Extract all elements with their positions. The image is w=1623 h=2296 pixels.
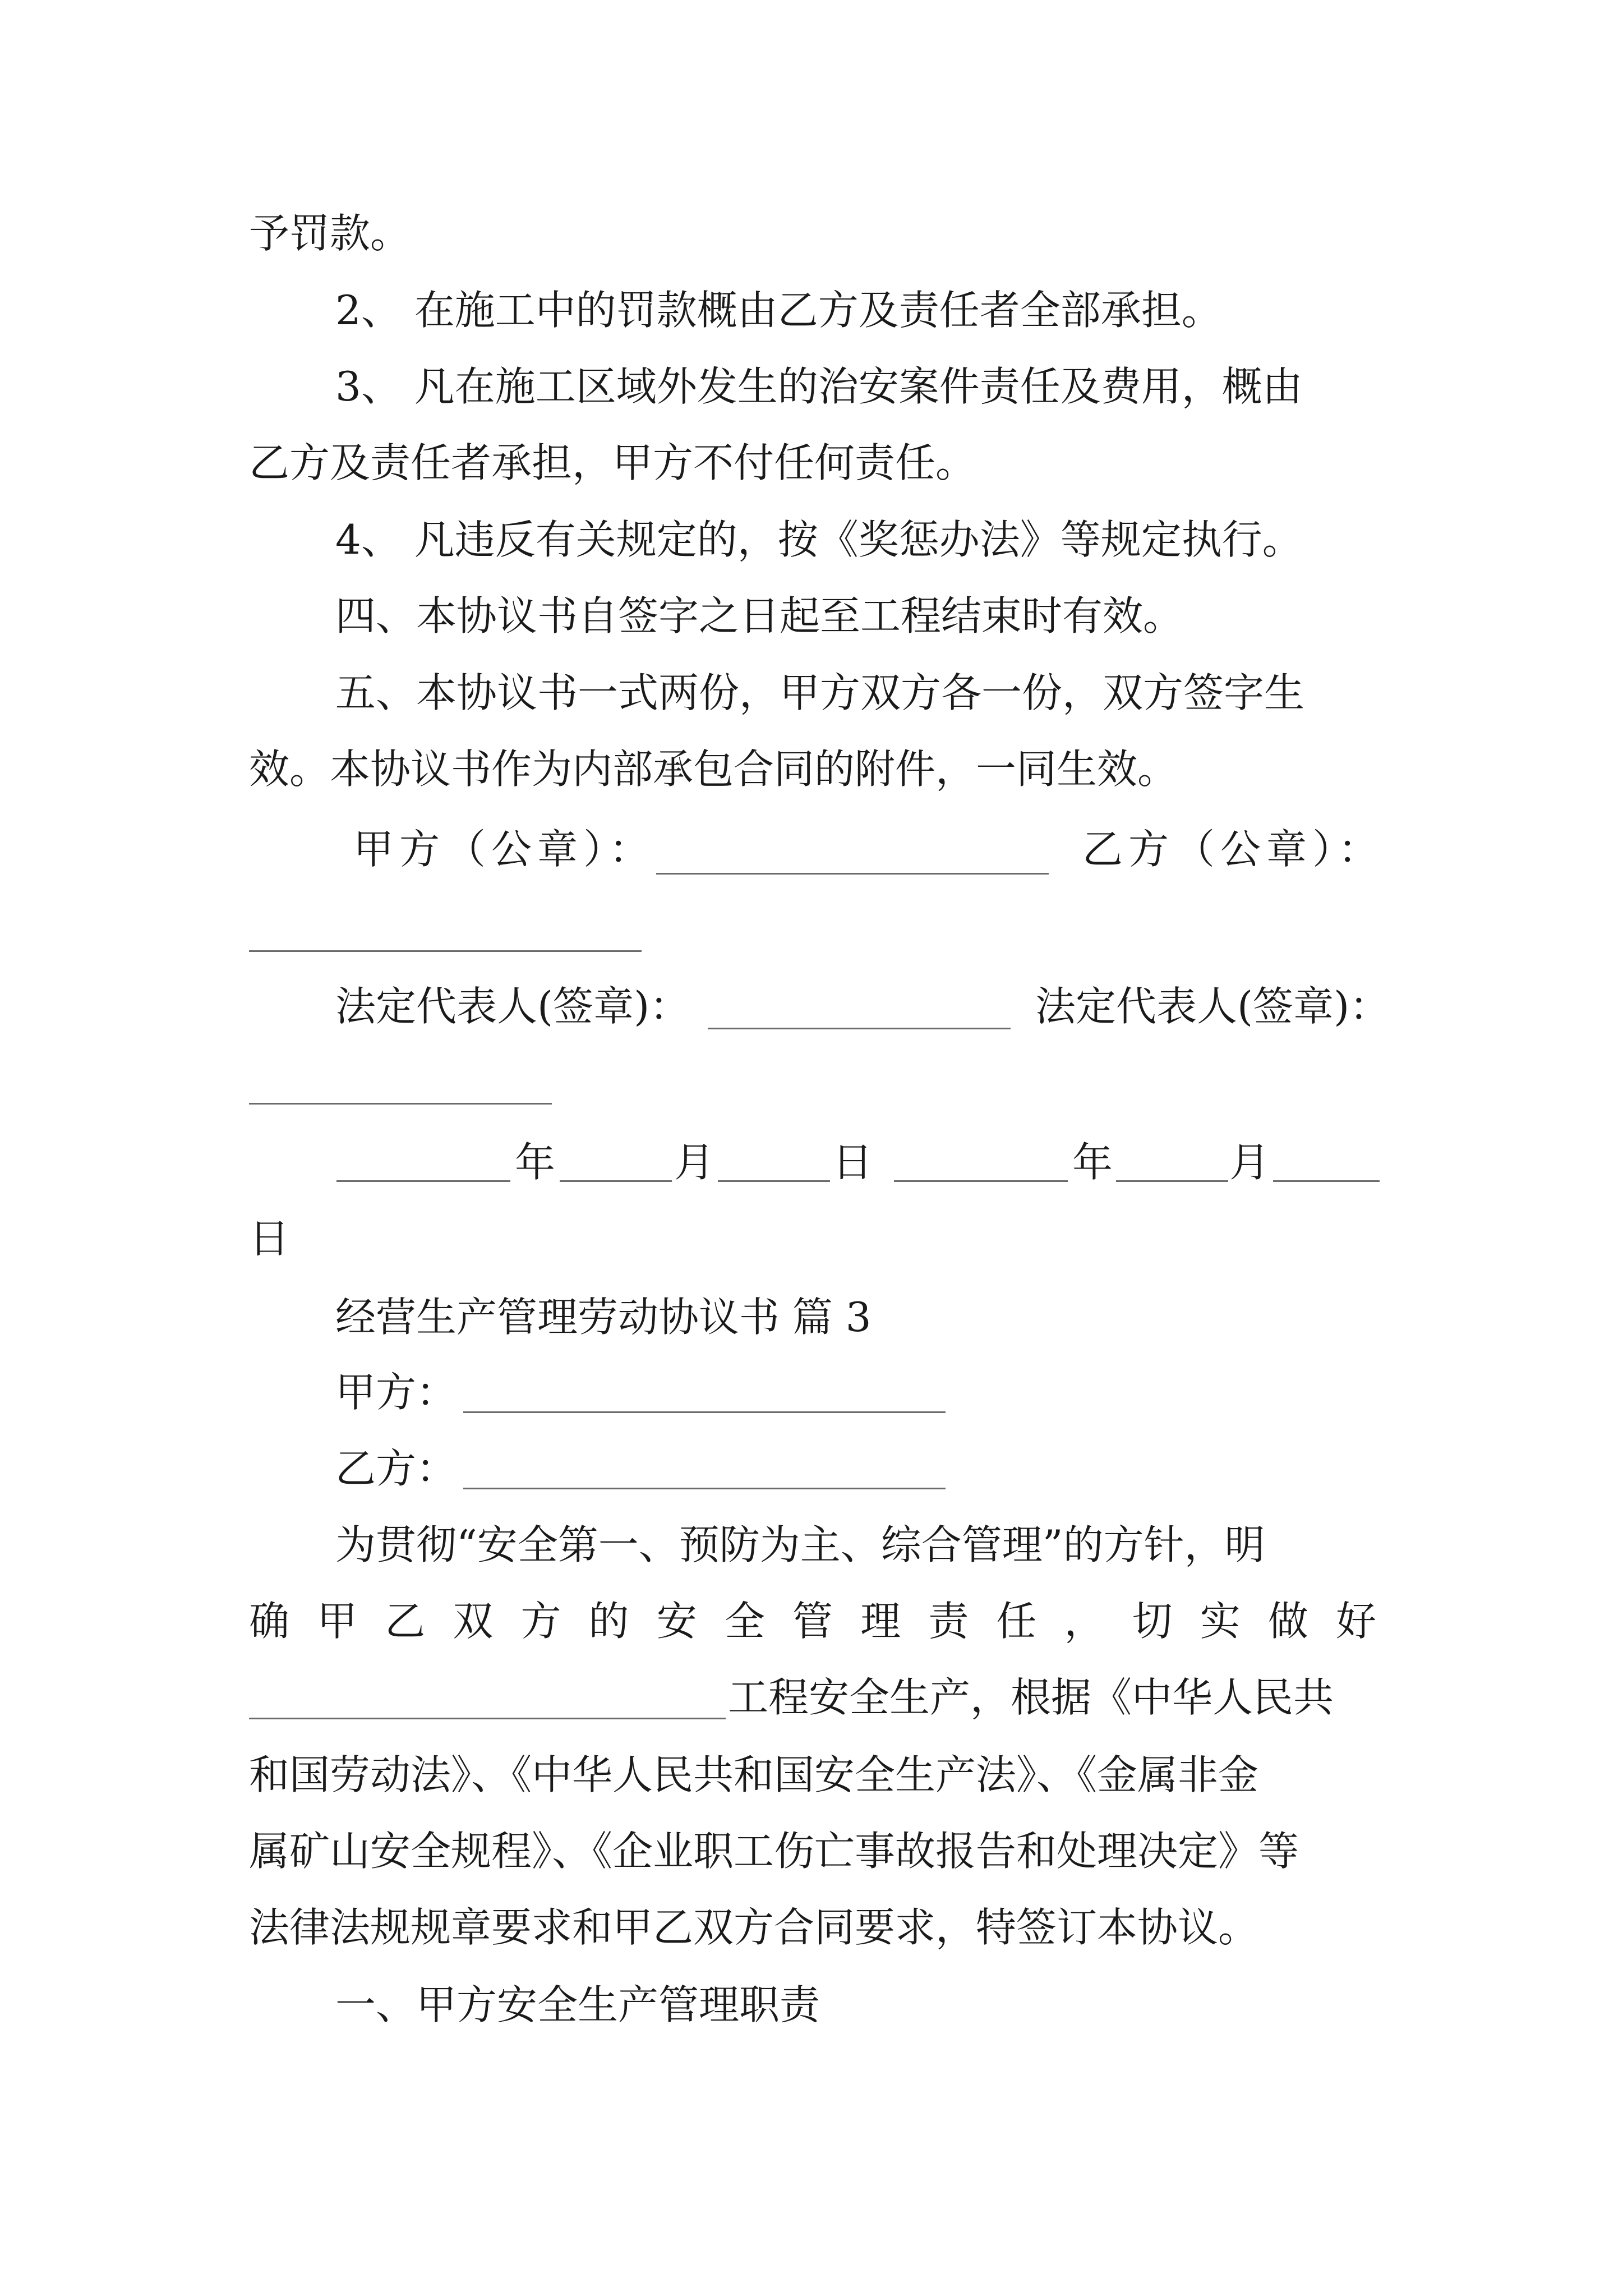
- intro-line-2: 确甲乙双方的安全管理责任，切实做好: [249, 1598, 1376, 1645]
- date-b-day-blank: [1273, 1180, 1380, 1182]
- legal-rep-b-blank: [249, 1103, 552, 1105]
- party-a-seal-blank: [656, 873, 1049, 875]
- party-b-label: 乙方：: [335, 1445, 457, 1492]
- legal-rep-a-label: 法定代表人(签章)：: [335, 983, 690, 1030]
- heading-party-a-duties: 一、甲方安全生产管理职责: [335, 1981, 820, 2028]
- clause-4: 四、本协议书自签字之日起至工程结束时有效。: [335, 592, 1184, 639]
- item-3-line-1: 3、 凡在施工区域外发生的治安案件责任及费用，概由: [335, 363, 1303, 410]
- date-a-day-label: 日: [832, 1139, 873, 1186]
- item-4: 4、 凡违反有关规定的，按《奖惩办法》等规定执行。: [335, 516, 1303, 563]
- date-a-month-blank: [560, 1180, 672, 1182]
- date-a-year-blank: [336, 1180, 510, 1182]
- intro-line-6: 法律法规规章要求和甲乙双方合同要求，特签订本协议。: [249, 1904, 1259, 1951]
- party-b-seal-blank: [249, 950, 642, 952]
- clause-5-line-2: 效。本协议书作为内部承包合同的附件，一同生效。: [249, 746, 1178, 793]
- party-a-label: 甲方：: [335, 1369, 457, 1416]
- clause-5-line-1: 五、本协议书一式两份，甲方双方各一份，双方签字生: [335, 669, 1305, 716]
- item-3-line-2: 乙方及责任者承担，甲方不付任何责任。: [249, 439, 976, 486]
- party-a-blank: [463, 1411, 946, 1413]
- date-b-year-blank: [894, 1180, 1068, 1182]
- section-title: 经营生产管理劳动协议书 篇 3: [335, 1294, 872, 1341]
- legal-rep-b-label: 法定代表人(签章)：: [1035, 983, 1390, 1030]
- date-b-month-blank: [1116, 1180, 1228, 1182]
- date-b-month-label: 月: [1229, 1139, 1270, 1186]
- paragraph-continuation: 予罚款。: [249, 210, 411, 257]
- intro-line-4: 和国劳动法》、《中华人民共和国安全生产法》、《金属非金: [249, 1751, 1259, 1798]
- party-b-blank: [463, 1488, 946, 1489]
- item-2: 2、 在施工中的罚款概由乙方及责任者全部承担。: [335, 287, 1222, 334]
- intro-line-5: 属矿山安全规程》、《企业职工伤亡事故报告和处理决定》等: [249, 1828, 1299, 1875]
- date-b-day-label: 日: [249, 1215, 290, 1262]
- date-a-day-blank: [718, 1180, 830, 1182]
- date-a-month-label: 月: [674, 1139, 715, 1186]
- party-b-seal-label: 乙方（公章）：: [1082, 826, 1385, 873]
- intro-line-3: 工程安全生产，根据《中华人民共: [728, 1674, 1334, 1721]
- project-name-blank: [249, 1718, 726, 1719]
- date-b-year-label: 年: [1072, 1139, 1113, 1186]
- party-a-seal-label: 甲方（公章）：: [353, 826, 656, 873]
- date-a-year-label: 年: [515, 1139, 556, 1186]
- legal-rep-a-blank: [708, 1028, 1011, 1029]
- intro-line-1: 为贯彻“安全第一、预防为主、综合管理”的方针，明: [335, 1521, 1265, 1568]
